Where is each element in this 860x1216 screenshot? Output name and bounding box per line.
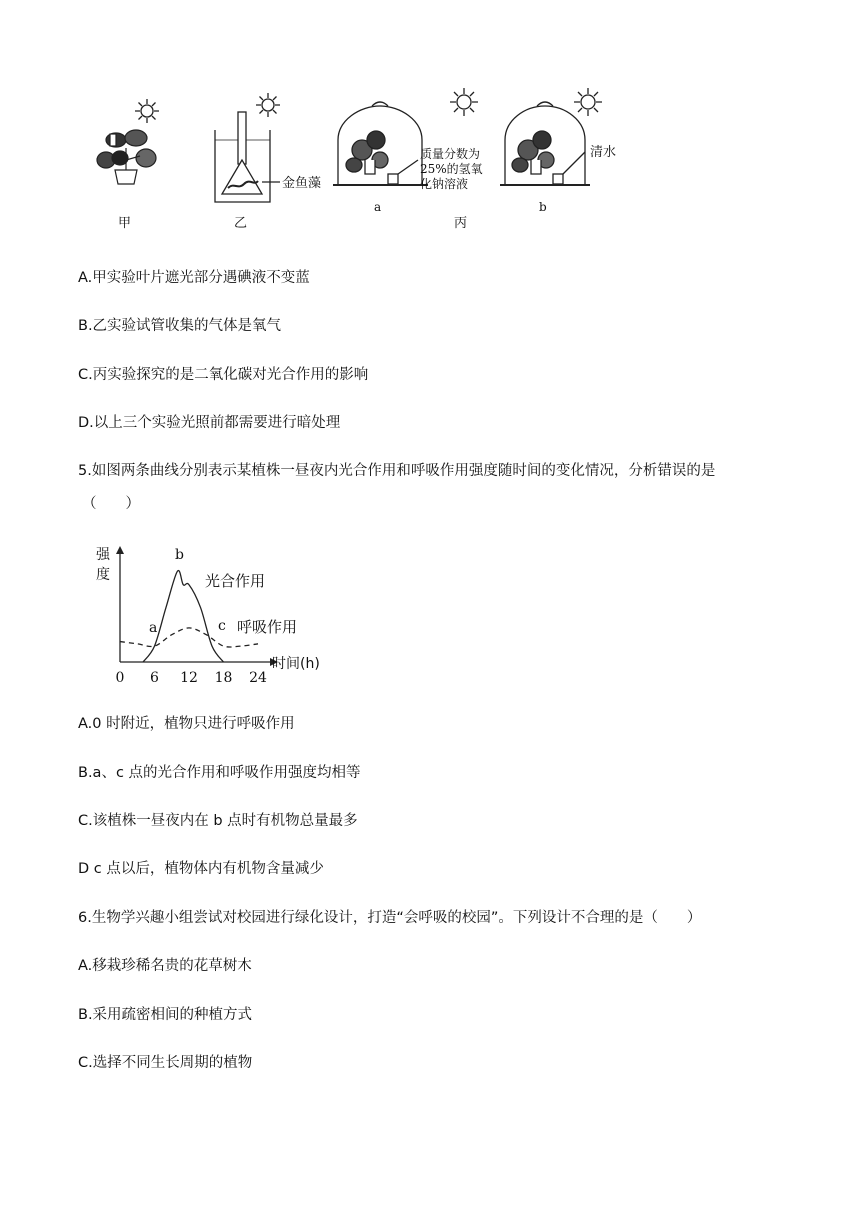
- label-water: 清水: [590, 145, 617, 160]
- q5-option-c: C.该植株一昼夜内在 b 点时有机物总量最多: [78, 813, 358, 829]
- q4-option-a: A.甲实验叶片遮光部分遇碘液不变蓝: [78, 270, 310, 286]
- potted-plant-jia: [97, 130, 156, 184]
- x-tick-label: 12: [180, 670, 198, 686]
- q4-option-b: B.乙实验试管收集的气体是氧气: [78, 318, 282, 334]
- point-label-b: b: [175, 547, 184, 563]
- bell-jar-a: [333, 102, 428, 185]
- y-axis-arrow: [116, 546, 124, 554]
- label-goldfish-weed: 金鱼藻: [282, 176, 322, 191]
- x-tick-label: 6: [150, 670, 159, 686]
- q6-option-b: B.采用疏密相间的种植方式: [78, 1007, 253, 1023]
- q5-stem-line2: （ ）: [82, 496, 140, 512]
- x-tick-label: 0: [115, 670, 125, 686]
- bell-jar-b: [500, 102, 590, 185]
- chart-xlabel: 时间(h): [272, 656, 320, 672]
- sun-icon: [256, 93, 280, 117]
- label-yi: 乙: [234, 216, 248, 231]
- sun-icon: [135, 99, 159, 123]
- x-tick-label: 18: [214, 670, 233, 686]
- point-label-c: c: [218, 618, 226, 634]
- label-naoh-2: 25%的氢氧: [420, 162, 483, 176]
- sun-icon: [450, 88, 478, 116]
- q6-option-c: C.选择不同生长周期的植物: [78, 1055, 253, 1071]
- series-label-respiration: 呼吸作用: [237, 618, 298, 636]
- label-b: b: [539, 200, 547, 214]
- q5-option-a: A.0 时附近，植物只进行呼吸作用: [78, 716, 295, 732]
- label-bing: 丙: [454, 216, 468, 231]
- q4-option-c: C.丙实验探究的是二氧化碳对光合作用的影响: [78, 367, 369, 383]
- q5-option-b: B.a、c 点的光合作用和呼吸作用强度均相等: [78, 765, 361, 781]
- label-naoh-1: 质量分数为: [420, 147, 481, 161]
- q5-stem-line1: 5.如图两条曲线分别表示某植株一昼夜内光合作用和呼吸作用强度随时间的变化情况，分析错误的是: [78, 463, 716, 479]
- experiment-illustrations: [0, 0, 860, 240]
- chart-ylabel: 强度: [96, 547, 110, 583]
- series-label-photosynthesis: 光合作用: [205, 572, 266, 590]
- sun-icon: [574, 88, 602, 116]
- label-jia: 甲: [118, 216, 132, 231]
- q6-option-a: A.移栽珍稀名贵的花草树木: [78, 958, 252, 974]
- x-tick-label: 24: [249, 670, 267, 686]
- q6-stem: 6.生物学兴趣小组尝试对校园进行绿化设计，打造“会呼吸的校园”。下列设计不合理的是（ ）: [78, 910, 702, 926]
- point-label-a: a: [149, 620, 158, 636]
- label-a: a: [374, 200, 382, 214]
- label-naoh-3: 化钠溶液: [420, 177, 469, 191]
- q4-option-d: D.以上三个实验光照前都需要进行暗处理: [78, 415, 341, 431]
- beaker-yi: [215, 112, 280, 202]
- q5-option-d: D c 点以后，植物体内有机物含量减少: [78, 861, 324, 877]
